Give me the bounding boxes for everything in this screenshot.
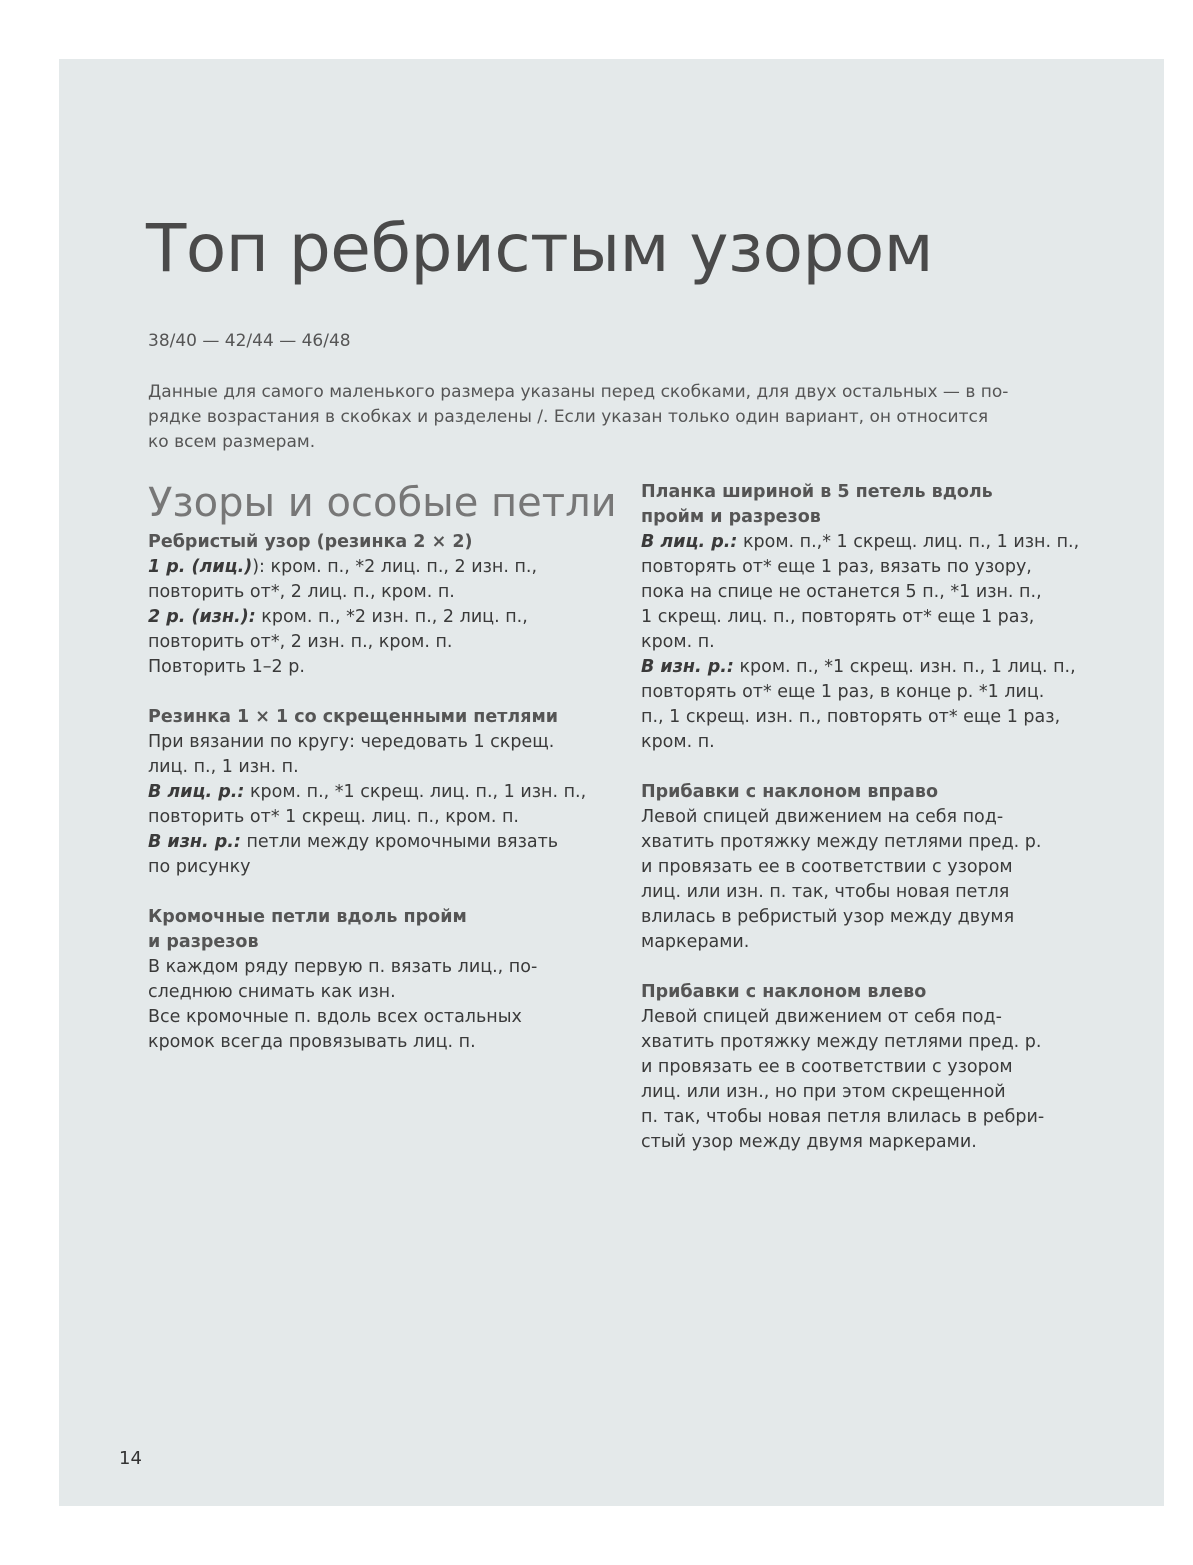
rib-row2-cont: повторить от*, 2 изн. п., кром. п. bbox=[148, 632, 453, 652]
intro-line: ко всем размерам. bbox=[148, 432, 316, 452]
intro-line: рядке возрастания в скобках и разделены /. Если указан только один вариант, он относится bbox=[148, 407, 989, 427]
band-line: повторять от* еще 1 раз, вязать по узору, bbox=[641, 557, 1032, 577]
edge-line: следнюю снимать как изн. bbox=[148, 982, 396, 1002]
edge-stitches-title: Кромочные петли вдоль пройм bbox=[148, 907, 467, 927]
twisted-line: лиц. п., 1 изн. п. bbox=[148, 757, 299, 777]
increase-right-line: и провязать ее в соответствии с узором bbox=[641, 857, 1013, 877]
band-line: кром. п. bbox=[641, 632, 715, 652]
row-label: В лиц. р.: bbox=[148, 782, 245, 802]
increase-right-title: Прибавки с наклоном вправо bbox=[641, 782, 938, 802]
edge-stitches-title: и разрезов bbox=[148, 932, 259, 952]
edge-line: В каждом ряду первую п. вязать лиц., по- bbox=[148, 957, 538, 977]
intro-paragraph bbox=[148, 380, 1108, 455]
row-text: ): кром. п., *2 лиц. п., 2 изн. п., bbox=[252, 557, 538, 577]
left-column bbox=[148, 478, 617, 1055]
twisted-knit-cont: повторить от* 1 скрещ. лиц. п., кром. п. bbox=[148, 807, 519, 827]
band-line: кром. п. bbox=[641, 732, 715, 752]
twisted-line: При вязании по кругу: чередовать 1 скрещ. bbox=[148, 732, 555, 752]
increase-left-title: Прибавки с наклоном влево bbox=[641, 982, 927, 1002]
band-title: Планка шириной в 5 петель вдоль bbox=[641, 482, 993, 502]
increase-left-line: и провязать ее в соответствии с узором bbox=[641, 1057, 1013, 1077]
band-purl-row bbox=[641, 655, 1091, 680]
increase-left-line: Левой спицей движением от себя под- bbox=[641, 1007, 1002, 1027]
rib-row1-cont: повторить от*, 2 лиц. п., кром. п. bbox=[148, 582, 455, 602]
band-knit-row bbox=[641, 530, 1091, 555]
band-line: п., 1 скрещ. изн. п., повторять от* еще 1 раз, bbox=[641, 707, 1061, 727]
row-text: кром. п., *2 изн. п., 2 лиц. п., bbox=[255, 607, 528, 627]
band-line: 1 скрещ. лиц. п., повторять от* еще 1 раз, bbox=[641, 607, 1035, 627]
increase-left-line: п. так, чтобы новая петля влилась в ребри- bbox=[641, 1107, 1045, 1127]
row-text: петли между кромочными вязать bbox=[240, 832, 559, 852]
increase-right-line: Левой спицей движением на себя под- bbox=[641, 807, 1004, 827]
edge-line: Все кромочные п. вдоль всех остальных bbox=[148, 1007, 522, 1027]
increase-right-line: лиц. или изн. п. так, чтобы новая петля bbox=[641, 882, 1010, 902]
edge-line: кромок всегда провязывать лиц. п. bbox=[148, 1032, 476, 1052]
sizes-line: 38/40 — 42/44 — 46/48 bbox=[148, 331, 351, 351]
row-text: кром. п., *1 скрещ. лиц. п., 1 изн. п., bbox=[244, 782, 587, 802]
band-line: пока на спице не останется 5 п., *1 изн. п., bbox=[641, 582, 1042, 602]
right-column bbox=[641, 480, 1091, 1155]
page-title: Топ ребристым узором bbox=[146, 210, 934, 287]
band-title: пройм и разрезов bbox=[641, 507, 821, 527]
twisted-rib-title: Резинка 1 × 1 со скрещенными петлями bbox=[148, 707, 559, 727]
page-number: 14 bbox=[119, 1448, 142, 1469]
twisted-purl-row bbox=[148, 830, 598, 855]
intro-line: Данные для самого маленького размера указаны перед скобками, для двух остальных — в по- bbox=[148, 382, 1009, 402]
band-line: повторять от* еще 1 раз, в конце р. *1 лиц. bbox=[641, 682, 1045, 702]
row-label: В изн. р.: bbox=[641, 657, 734, 677]
row-label: 1 р. (лиц.) bbox=[148, 557, 253, 577]
row-text: кром. п., *1 скрещ. изн. п., 1 лиц. п., bbox=[733, 657, 1076, 677]
increase-left-line: лиц. или изн., но при этом скрещенной bbox=[641, 1082, 1006, 1102]
rib-pattern-title: Ребристый узор (резинка 2 × 2) bbox=[148, 532, 473, 552]
twisted-knit-row bbox=[148, 780, 598, 805]
section-heading: Узоры и особые петли bbox=[148, 480, 617, 526]
increase-left-line: стый узор между двумя маркерами. bbox=[641, 1132, 977, 1152]
row-text: кром. п.,* 1 скрещ. лиц. п., 1 изн. п., bbox=[737, 532, 1080, 552]
row-label: 2 р. (изн.): bbox=[148, 607, 256, 627]
rib-row2 bbox=[148, 605, 598, 630]
increase-right-line: хватить протяжку между петлями пред. р. bbox=[641, 832, 1042, 852]
rib-repeat: Повторить 1–2 р. bbox=[148, 657, 305, 677]
increase-right-line: влилась в ребристый узор между двумя bbox=[641, 907, 1015, 927]
row-label: В изн. р.: bbox=[148, 832, 241, 852]
increase-right-line: маркерами. bbox=[641, 932, 750, 952]
increase-left-line: хватить протяжку между петлями пред. р. bbox=[641, 1032, 1042, 1052]
twisted-purl-cont: по рисунку bbox=[148, 857, 251, 877]
rib-row1 bbox=[148, 555, 598, 580]
row-label: В лиц. р.: bbox=[641, 532, 738, 552]
